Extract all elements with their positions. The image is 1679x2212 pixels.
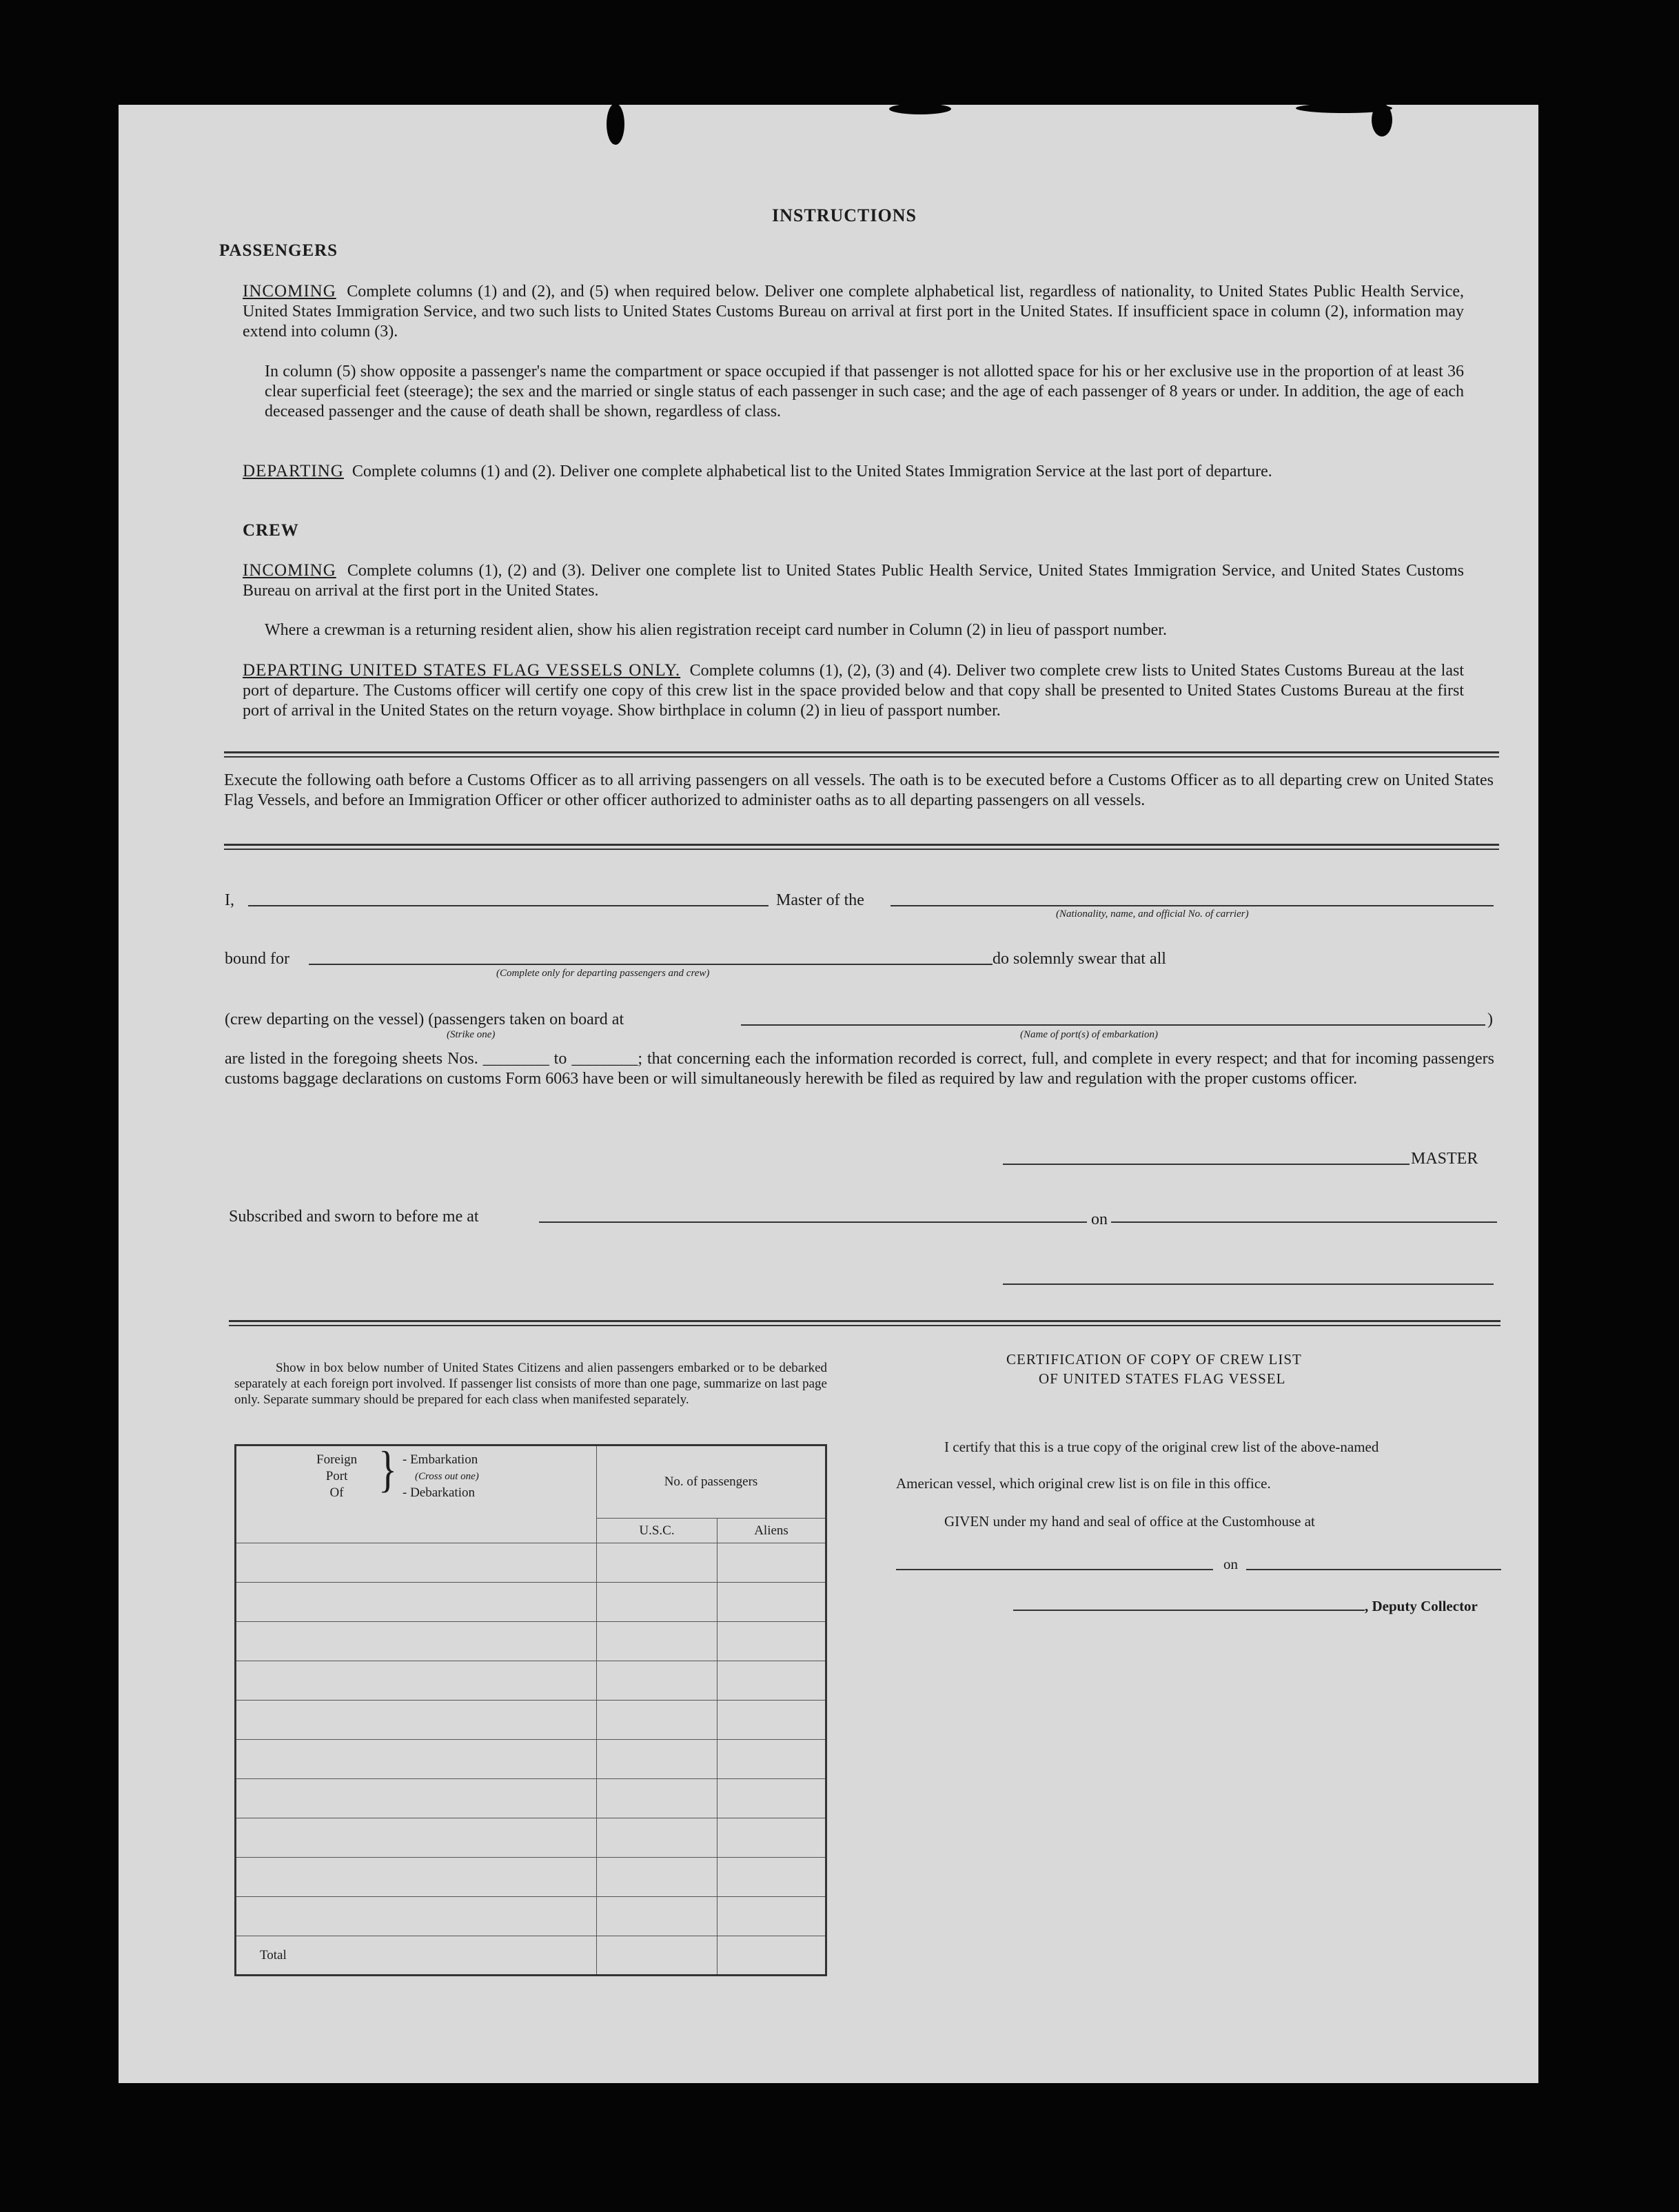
crew-incoming xyxy=(243,560,1464,601)
port-cell[interactable] xyxy=(236,1858,597,1897)
usc-cell[interactable] xyxy=(597,1583,718,1622)
cert-place-line xyxy=(896,1569,1213,1570)
aliens-cell[interactable] xyxy=(718,1740,826,1779)
port-cell[interactable] xyxy=(236,1897,597,1936)
officer-signature-line xyxy=(1003,1283,1494,1285)
aliens-header: Aliens xyxy=(718,1519,826,1543)
usc-cell[interactable] xyxy=(597,1740,718,1779)
port-cell[interactable] xyxy=(236,1583,597,1622)
subscribed-place-line xyxy=(539,1221,1087,1223)
port-cell[interactable] xyxy=(236,1701,597,1740)
oath-intro: Execute the following oath before a Customs Officer as to all arriving passengers on all vessels. The oath is to be executed before a Customs Officer as to all departing crew on United States Flag Vessels, and before an Immigration Officer or other officer authorized to administer oaths as to all departing passengers on all vessels. xyxy=(224,771,1494,809)
aliens-cell[interactable] xyxy=(718,1583,826,1622)
port-cell[interactable] xyxy=(236,1661,597,1701)
crew-heading: CREW xyxy=(243,521,299,540)
cert-heading-1: CERTIFICATION OF COPY OF CREW LIST xyxy=(1006,1351,1302,1368)
port-header-cell: Foreign Port Of } - Embarkation (Cross out one) - Debarkation xyxy=(236,1445,597,1543)
cert-heading-2: OF UNITED STATES FLAG VESSEL xyxy=(1039,1370,1286,1387)
aliens-cell[interactable] xyxy=(718,1779,826,1818)
cert-line-2: American vessel, which original crew list is on file in this office. xyxy=(896,1475,1271,1492)
usc-total-cell[interactable] xyxy=(597,1936,718,1976)
port-cell[interactable] xyxy=(236,1740,597,1779)
aliens-cell[interactable] xyxy=(718,1701,826,1740)
master-signature-line xyxy=(1003,1164,1410,1165)
strike-one: (Strike one) xyxy=(447,1029,496,1040)
master-label: MASTER xyxy=(1411,1150,1478,1168)
no-passengers-header: No. of passengers xyxy=(597,1445,826,1519)
total-label: Total xyxy=(236,1936,597,1976)
aliens-cell[interactable] xyxy=(718,1661,826,1701)
cert-on: on xyxy=(1223,1556,1238,1572)
bound-for-line xyxy=(309,964,993,965)
usc-cell[interactable] xyxy=(597,1622,718,1661)
debarkation-label: - Debarkation xyxy=(403,1485,475,1500)
divider xyxy=(224,751,1499,758)
bound-for-label: bound for xyxy=(225,950,289,968)
port-cell[interactable] xyxy=(236,1818,597,1858)
cert-line-3: GIVEN under my hand and seal of office at the Customhouse at xyxy=(944,1513,1315,1530)
incoming-label: INCOMING xyxy=(243,282,336,301)
foreign-label: Foreign xyxy=(316,1452,358,1467)
departing-text: Complete columns (1) and (2). Deliver one complete alphabetical list to the United States Immigration Service at the last port of departure. xyxy=(352,463,1272,480)
divider xyxy=(224,844,1499,850)
close-paren: ) xyxy=(1487,1011,1493,1028)
usc-cell[interactable] xyxy=(597,1661,718,1701)
subscribed-date-line xyxy=(1111,1221,1497,1223)
port-cell[interactable] xyxy=(236,1622,597,1661)
torn-edge xyxy=(1372,103,1392,136)
crew-departing-text: Complete columns (1), (2), (3) and (4). Deliver two complete crew lists to United States Customs Bureau at the last port of departure. The Customs officer will certify one copy of this crew list in the space provided below and that copy shall be presented to United States Customs Bureau at the first port of arrival in the United States on the return voyage. Show birthplace in column (2) in lieu of passport number. xyxy=(243,662,1464,720)
incoming-text: Complete columns (1) and (2), and (5) when required below. Deliver one complete alphabetical list, regardless of nationality, to United States Public Health Service, United States Immigration Service, and two such lists to United States Customs Bureau on arrival at first port in the United States. If insufficient space in column (2), information may extend into column (3). xyxy=(243,283,1465,341)
deputy-collector-label: , Deputy Collector xyxy=(1365,1598,1478,1614)
page-title: INSTRUCTIONS xyxy=(772,205,917,225)
usc-header: U.S.C. xyxy=(597,1519,718,1543)
port-label: Port xyxy=(325,1469,348,1483)
divider xyxy=(229,1320,1500,1326)
crew-departing xyxy=(243,660,1464,721)
oath-i: I, xyxy=(225,891,234,909)
subscribed-label: Subscribed and sworn to before me at xyxy=(229,1208,479,1226)
aliens-cell[interactable] xyxy=(718,1858,826,1897)
cert-date-line xyxy=(1246,1569,1501,1570)
master-name-line xyxy=(248,905,769,906)
passengers-departing xyxy=(243,461,1464,482)
bound-caption: (Complete only for departing passengers and crew) xyxy=(496,968,710,979)
aliens-total-cell[interactable] xyxy=(718,1936,826,1976)
port-cell[interactable] xyxy=(236,1543,597,1583)
cert-line-1: I certify that this is a true copy of the original crew list of the above-named xyxy=(944,1439,1379,1455)
torn-edge xyxy=(607,103,624,145)
carrier-line xyxy=(891,905,1494,906)
port-cell[interactable] xyxy=(236,1779,597,1818)
ports-line xyxy=(741,1024,1485,1026)
summary-table xyxy=(234,1441,827,1976)
on-label: on xyxy=(1091,1210,1108,1228)
aliens-cell[interactable] xyxy=(718,1897,826,1936)
usc-cell[interactable] xyxy=(597,1897,718,1936)
crew-resident: Where a crewman is a returning resident alien, show his alien registration receipt card number in Column (2) in lieu of passport number. xyxy=(265,621,1167,639)
embarkation-label: - Embarkation xyxy=(403,1452,478,1467)
crew-incoming-label: INCOMING xyxy=(243,561,336,580)
of-label: Of xyxy=(329,1485,344,1500)
usc-cell[interactable] xyxy=(597,1701,718,1740)
crew-departing-label: (crew departing on the vessel) (passengers taken on board at xyxy=(225,1011,624,1028)
crew-departing-label: DEPARTING UNITED STATES FLAG VESSELS ONLY. xyxy=(243,661,681,680)
usc-cell[interactable] xyxy=(597,1858,718,1897)
swear-label: do solemnly swear that all xyxy=(993,950,1166,968)
aliens-cell[interactable] xyxy=(718,1543,826,1583)
master-of-label: Master of the xyxy=(776,891,864,909)
crew-incoming-text: Complete columns (1), (2) and (3). Deliver one complete list to United States Public Health Service, United States Immigration Service, and United States Customs Bureau on arrival at the first port in the United States. xyxy=(243,562,1464,600)
usc-cell[interactable] xyxy=(597,1818,718,1858)
departing-label: DEPARTING xyxy=(243,462,344,480)
torn-edge xyxy=(889,103,951,114)
aliens-cell[interactable] xyxy=(718,1622,826,1661)
ports-caption: (Name of port(s) of embarkation) xyxy=(1020,1029,1158,1040)
cross-out-label: (Cross out one) xyxy=(415,1471,479,1482)
passengers-incoming xyxy=(243,281,1464,342)
summary-instruction: Show in box below number of United States Citizens and alien passengers embarked or to be debarked separately at each foreign port involved. If passenger list consists of more than one page, summarize on last page only. Separate summary should be prepared for each class when manifested separately. xyxy=(234,1361,827,1407)
carrier-caption: (Nationality, name, and official No. of carrier) xyxy=(1056,909,1249,920)
deputy-signature-line xyxy=(1013,1610,1365,1611)
passengers-heading: PASSENGERS xyxy=(219,241,338,260)
passengers-column5: In column (5) show opposite a passenger's name the compartment or space occupied if that passenger is not allotted space for his or her exclusive use in the proportion of at least 36 clear superficial feet (steerage); the sex and the married or single status of each passenger in such case; and the age of each passenger of 8 years or under. In addition, the age of each deceased passenger and the cause of death shall be shown, regardless of class. xyxy=(265,363,1464,420)
usc-cell[interactable] xyxy=(597,1543,718,1583)
usc-cell[interactable] xyxy=(597,1779,718,1818)
aliens-cell[interactable] xyxy=(718,1818,826,1858)
oath-listed: are listed in the foregoing sheets Nos. ________ to ________; that concerning each the information recorded is correct, full, and complete in every respect; and that for incoming passengers customs baggage declarations on customs Form 6063 have been or will simultaneously herewith be filed as required by law and regulation with the proper customs officer. xyxy=(225,1050,1494,1088)
